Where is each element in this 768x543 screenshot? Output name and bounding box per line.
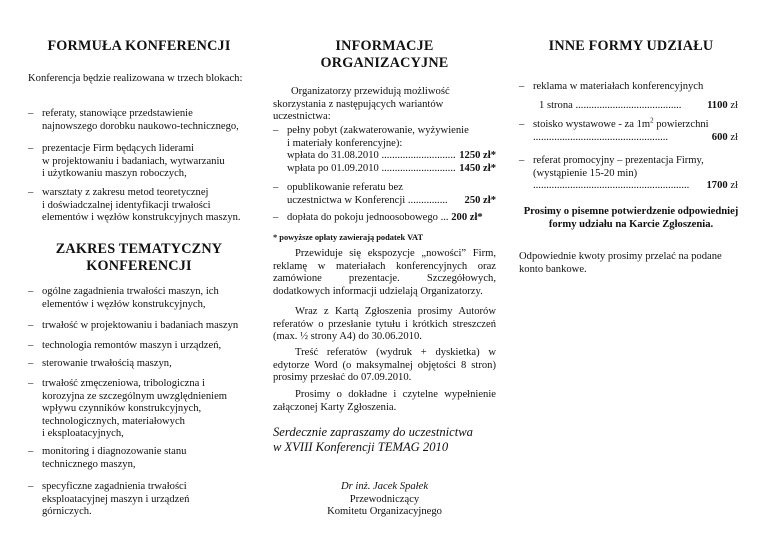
closing-invitation: Serdecznie zapraszamy do uczestnictwa w XVIII Konferencji TEMAG 2010 (273, 425, 473, 454)
formula-item-warsztaty: – warsztaty z zakresu metod teoretycznej i doświadczalnej identyfikacji trwałości elementów i węzłów konstrukcyjnych maszyn. (28, 187, 241, 224)
formula-intro: Konferencja będzie realizowana w trzech blokach: (28, 73, 243, 84)
inne-stoisko: – stoisko wystawowe - za $1m^2$ powierzchni ................................................... 600 zł (519, 116, 738, 143)
info-referat-bez: – opublikowanie referatu bez uczestnictwa w Konferencji ............... 250 zł* (273, 182, 496, 206)
inne-payment: Odpowiednie kwoty prosimy przelać na podane konto bankowe. (519, 251, 722, 275)
signature-block: Dr inż. Jacek Spałek Przewodniczący Komitetu Organizacyjnego (327, 481, 442, 518)
price-row-do: wpłata do 31.08.2010 ............................ 1250 zł* (287, 150, 496, 162)
zakres-item: – monitoring i diagnozowanie stanu technicznego maszyn, (28, 446, 187, 470)
inne-referat-promocyjny: – referat promocyjny – prezentacja Firmy, (wystąpienie 15-20 min) ........................................................... 1700 zł (519, 155, 738, 192)
zakres-item: – sterowanie trwałością maszyn, (28, 358, 172, 369)
info-pelny-pobyt: – pełny pobyt (zakwaterowanie, wyżywienie i materiały konferencyjne): wpłata do 31.08.2010 ............................ 1250 zł* wpłata po 01.09.2010 ............................ 1450 zł* (273, 125, 496, 174)
zakres-item: – ogólne zagadnienia trwałości maszyn, ich elementów i węzłów konstrukcyjnych, (28, 286, 219, 310)
zakres-item: – specyficzne zagadnienia trwałości eksploatacyjnej maszyn i urządzeń górniczych. (28, 481, 190, 518)
info-heading: INFORMACJE ORGANIZACYJNE (320, 38, 449, 71)
inne-confirm: Prosimy o pisemne potwierdzenie odpowiedniej formy udziału na Karcie Zgłoszenia. (523, 206, 739, 230)
info-doplata: – dopłata do pokoju jednoosobowego ... 200 zł* (273, 212, 483, 223)
formula-item-referaty: – referaty, stanowiące przedstawienie najnowszego dorobku naukowo-technicznego, (28, 108, 239, 132)
vat-note: * powyższe opłaty zawierają podatek VAT (273, 233, 424, 242)
info-para-karta: Prosimy o dokładne i czytelne wypełnienie załączonej Karty Zgłoszenia. (273, 389, 496, 413)
zakres-item: – trwałość w projektowaniu i badaniach maszyn (28, 320, 239, 331)
price-row-po: wpłata po 01.09.2010 ............................ 1450 zł* (287, 162, 496, 174)
info-para-streszczenia: Wraz z Kartą Zgłoszenia prosimy Autorów referatów o przesłanie tytułu i krótkich streszczeń (max. ½ strony A4) do 30.06.2010. (273, 306, 496, 343)
formula-item-prezentacje: – prezentacje Firm będących liderami w projektowaniu i badaniach, wytwarzaniu i użytkowaniu maszyn roboczych, (28, 143, 225, 180)
formula-heading: FORMUŁA KONFERENCJI (47, 38, 231, 54)
zakres-item: – technologia remontów maszyn i urządzeń, (28, 340, 222, 351)
info-para-tresc: Treść referatów (wydruk + dyskietka) w edytorze Word (o maksymalnej objętości 8 stron) prosimy przesłać do 07.09.2010. (273, 347, 496, 384)
zakres-item: – trwałość zmęczeniowa, tribologiczna i korozyjna ze szczególnym uwzględnieniem wpływu czynników konstrukcyjnych, technologicznych, materiałowych i eksploatacyjnych, (28, 378, 228, 440)
info-para-ekspozycje: Przewiduje się ekspozycje „nowości” Firm, reklamę w materiałach konferencyjnych oraz zamówione prezentacje. Szczegółowych, dodatkowych informacji udzielają Organizatorzy. (273, 248, 496, 297)
zakres-heading: ZAKRES TEMATYCZNY KONFERENCJI (55, 241, 223, 274)
info-intro: Organizatorzy przewidują możliwość skorzystania z następujących wariantów uczestnictwa: (273, 86, 450, 123)
inne-reklama: – reklama w materiałach konferencyjnych 1 strona ........................................ 1100 zł (519, 81, 738, 111)
inne-heading: INNE FORMY UDZIAŁU (548, 38, 714, 54)
